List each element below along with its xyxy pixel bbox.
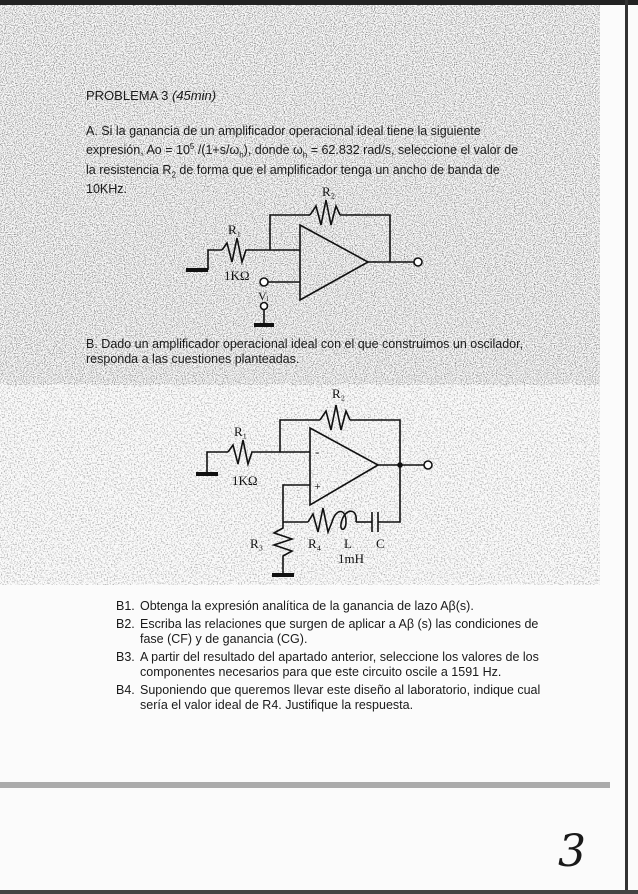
circuit-b-return-wire <box>378 465 400 522</box>
circuit-b-plus-wire <box>283 485 310 522</box>
circuit-b-c-label: C <box>376 536 385 551</box>
circuit-b-r2 <box>320 405 350 430</box>
circuit-b-r1-value: 1KΩ <box>232 473 258 488</box>
circuit-b-r4 <box>308 508 332 532</box>
part-b-body: Dado un amplificador operacional ideal con el que construimos un oscilador, responda a las cuestiones planteadas. <box>86 337 524 366</box>
problem-title-text: PROBLEMA 3 <box>86 88 169 103</box>
circuit-b-inductor <box>332 511 356 529</box>
circuit-b-output-terminal <box>424 461 432 469</box>
question-text: A partir del resultado del apartado anterior, seleccione los valores de los componentes necesarios para que este circuito oscile a 1591 Hz. <box>140 650 539 679</box>
circuit-b-l-label: L <box>344 536 352 551</box>
circuit-a-r2-label: R₂ <box>322 184 336 199</box>
question-number: B1. <box>116 599 135 613</box>
part-a-text-3: ), donde ω <box>243 143 303 158</box>
circuit-b-opamp <box>310 428 378 505</box>
problem-time: (45min) <box>172 88 217 103</box>
circuit-a-r1-label: R₁ <box>228 222 242 237</box>
question-text: Suponiendo que queremos llevar este diseño al laboratorio, indique cual sería el valor ideal de R4. Justifique la respuesta. <box>140 683 541 712</box>
circuit-b-r1-label: R₁ <box>234 424 248 439</box>
circuit-b-r1 <box>228 440 260 464</box>
question-item <box>116 599 546 614</box>
circuit-b-r2-label: R₂ <box>332 386 346 401</box>
part-a-exp: 5 <box>189 142 195 151</box>
circuit-b-plus: + <box>314 479 321 493</box>
circuit-b-feedback-right <box>350 420 400 465</box>
circuit-a-r1-value: 1KΩ <box>224 268 250 283</box>
question-text: Escriba las relaciones que surgen de aplicar a Aβ (s) las condiciones de fase (CF) y de ganancia (CG). <box>140 617 539 646</box>
circuit-a-vi-label: Vᵢ <box>258 289 269 303</box>
question-item <box>116 683 546 713</box>
question-item <box>116 650 546 680</box>
part-a-text-5: de forma que el amplificador tenga un ancho de banda de 10KHz. <box>86 162 500 197</box>
question-list <box>116 599 546 716</box>
circuit-b-r3 <box>274 522 292 565</box>
circuit-b-r4-label: R₄ <box>308 536 322 551</box>
question-number: B2. <box>116 617 135 631</box>
circuit-b-l-value: 1mH <box>338 551 364 566</box>
part-a-text-1: Si la ganancia de un amplificador operacional ideal tiene la siguiente expresión, Ao = 10 <box>86 124 481 158</box>
part-a-sub-h: h <box>239 150 244 160</box>
circuit-b-r3-label: R₃ <box>250 536 264 551</box>
part-b-letter: B. <box>86 337 98 351</box>
question-text: Obtenga la expresión analítica de la ganancia de lazo Aβ(s). <box>140 599 474 613</box>
question-item <box>116 617 546 647</box>
question-number: B4. <box>116 683 135 697</box>
circuit-b-minus: - <box>315 444 320 459</box>
part-a-text-4: = 62.832 rad/s, seleccione el valor de la resistencia R <box>86 143 519 177</box>
part-a-text-2: /(1+s/ω <box>194 143 240 158</box>
part-a-sub-h2: h <box>302 150 308 160</box>
page-number: 3 <box>558 826 586 877</box>
part-a-sub-2: 2 <box>171 170 176 180</box>
circuit-b-junction <box>398 463 402 467</box>
circuit-b-wire-left <box>207 452 228 474</box>
circuit-b-feedback-left <box>280 420 320 452</box>
question-number: B3. <box>116 650 135 664</box>
part-a-letter: A. <box>86 124 98 138</box>
